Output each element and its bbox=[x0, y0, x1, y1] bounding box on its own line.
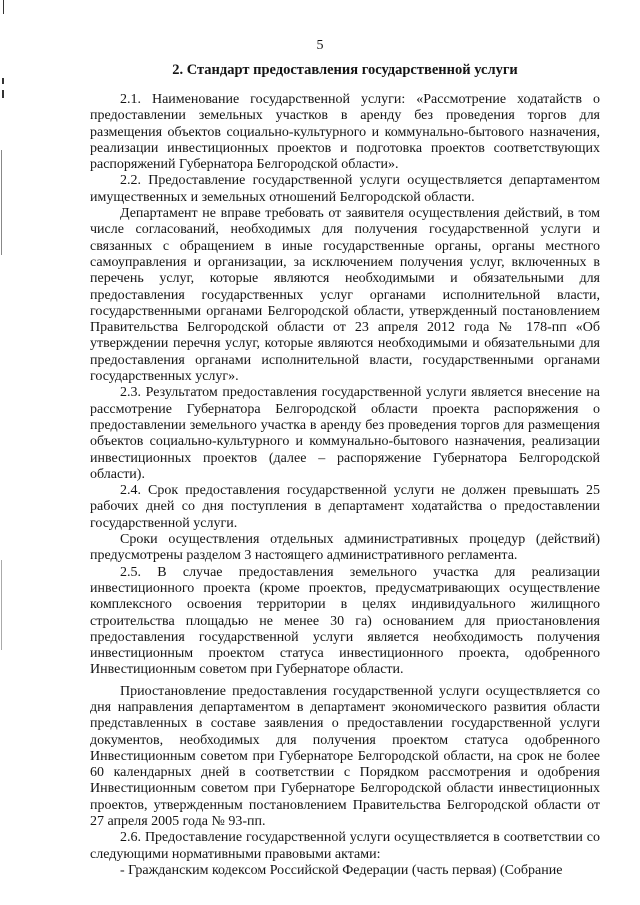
paragraph-2-6: 2.6. Предоставление государственной услуги осуществляется в соответствии со следующими нормативными правовыми актами: bbox=[90, 830, 600, 862]
scan-mark bbox=[1, 150, 2, 255]
paragraph-2-4: 2.4. Срок предоставления государственной услуги не должен превышать 25 рабочих дней со дня поступления в департамент ходатайства о предоставлении государственной услуги. bbox=[90, 483, 600, 531]
paragraph-2-3: 2.3. Результатом предоставления государственной услуги является внесение на рассмотрение Губернатора Белгородской области проекта распоряжения о предоставлении земельного участка в аренду без проведения торгов для размещения объектов социально-культурного и коммунально-бытового назначения, реализации инвестиционных проектов (далее – распоряжение Губернатора Белгородской области). bbox=[90, 385, 600, 482]
paragraph-2-1: 2.1. Наименование государственной услуги: «Рассмотрение ходатайств о предоставлении земельных участков в аренду без проведения торгов для размещения объектов социально-культурного и коммунально-бытового назначения, реализации инвестиционных проектов и подготовка проектов соответствующих распоряжений Губернатора Белгородской области». bbox=[90, 92, 600, 173]
scan-mark bbox=[3, 0, 4, 14]
paragraph-civil-code: - Гражданским кодексом Российской Федерации (часть первая) (Собрание bbox=[120, 862, 563, 878]
paragraph-suspension: Приостановление предоставления государственной услуги осуществляется со дня направления департаментом в департамент экономического развития области представленных в составе заявления о предоставлении государственной услуги документов, необходимых для получения проектом статуса одобренного Инвестиционным советом при Губернаторе Белгородской области, на срок не более 60 календарных дней в соответствии с Порядком рассмотрения и одобрения Инвестиционным советом при Губернаторе Белгородской области инвестиционных проектов, утвержденным постановлением Правительства Белгородской области от 27 апреля 2005 года № 93-пп. bbox=[90, 683, 600, 830]
scan-mark bbox=[2, 78, 4, 84]
page-number: 5 bbox=[316, 38, 324, 53]
paragraph-department-restrictions: Департамент не вправе требовать от заявителя осуществления действий, в том числе согласований, необходимых для получения государственной услуги и связанных с обращением в иные государственные органы, органы местного самоуправления и организации, за исключением получения услуг, включенных в перечень услуг, которые являются необходимыми и обязательными для предоставления государственных услуг органами исполнительной власти, государственными органами Белгородской области, утвержденный постановлением Правительства Белгородской области от 23 апреля 2012 года № 178-пп «Об утверждении перечня услуг, которые являются необходимыми и обязательными для предоставления органами исполнительной власти, государственными органами государственных услуг». bbox=[90, 206, 600, 385]
paragraph-2-5: 2.5. В случае предоставления земельного участка для реализации инвестиционного проекта (кроме проектов, предусматривающих осуществление комплексного освоения территории в целях индивидуального жилищного строительства площадью не менее 30 га) основанием для приостановления предоставления государственной услуги является необходимость получения инвестиционным проектом статуса инвестиционного проекта, одобренного Инвестиционным советом при Губернаторе области. bbox=[90, 564, 600, 678]
body-text bbox=[90, 92, 600, 879]
scan-mark bbox=[1, 560, 2, 650]
section-heading: 2. Стандарт предоставления государственной услуги bbox=[172, 62, 518, 78]
paragraph-2-2: 2.2. Предоставление государственной услуги осуществляется департаментом имущественных и земельных отношений Белгородской области. bbox=[90, 173, 600, 205]
scan-mark bbox=[2, 90, 4, 98]
paragraph-procedure-terms: Сроки осуществления отдельных административных процедур (действий) предусмотрены разделом 3 настоящего административного регламента. bbox=[90, 532, 600, 564]
